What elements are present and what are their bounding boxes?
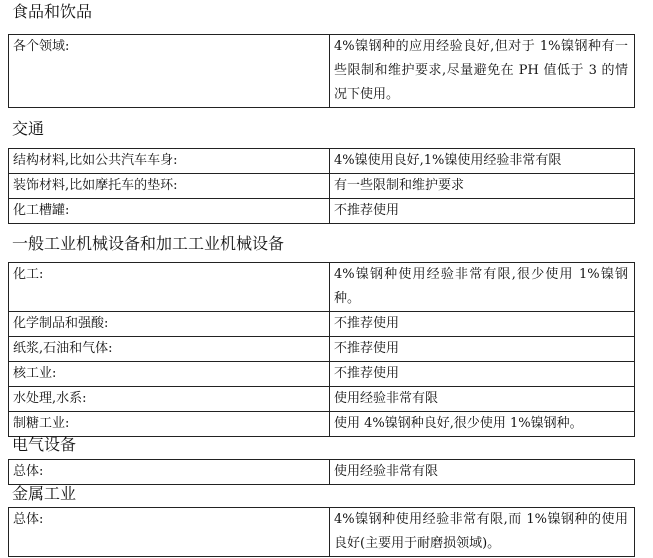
table-row <box>9 362 635 387</box>
table-row <box>9 508 635 557</box>
section-title-metal-industry: 金属工业 <box>12 484 77 503</box>
row-label: 结构材料,比如公共汽车车身: <box>9 149 330 174</box>
table-electrical <box>8 459 635 485</box>
row-value: 4%镍钢种使用经验非常有限,很少使用 1%镍钢种。 <box>330 263 635 312</box>
row-label: 总体: <box>9 460 330 485</box>
row-label: 装饰材料,比如摩托车的垫环: <box>9 174 330 199</box>
table-row <box>9 35 635 108</box>
row-value: 使用经验非常有限 <box>330 460 635 485</box>
section-title-general-machinery: 一般工业机械设备和加工工业机械设备 <box>12 234 285 253</box>
row-value: 不推荐使用 <box>330 362 635 387</box>
table-row <box>9 387 635 412</box>
row-value: 4%镍使用良好,1%镍使用经验非常有限 <box>330 149 635 174</box>
row-label: 纸浆,石油和气体: <box>9 337 330 362</box>
table-row <box>9 149 635 174</box>
row-label: 化工: <box>9 263 330 312</box>
row-value: 不推荐使用 <box>330 312 635 337</box>
table-row <box>9 337 635 362</box>
table-row <box>9 199 635 224</box>
row-value: 4%镍钢种使用经验非常有限,而 1%镍钢种的使用良好(主要用于耐磨损领域)。 <box>330 508 635 557</box>
table-row <box>9 263 635 312</box>
section-title-electrical: 电气设备 <box>12 435 77 454</box>
row-label: 各个领域: <box>9 35 330 108</box>
section-title-food-beverage: 食品和饮品 <box>12 2 93 21</box>
row-label: 制糖工业: <box>9 412 330 437</box>
row-value: 有一些限制和维护要求 <box>330 174 635 199</box>
row-value: 不推荐使用 <box>330 199 635 224</box>
table-metal-industry <box>8 507 635 557</box>
row-label: 核工业: <box>9 362 330 387</box>
table-row <box>9 460 635 485</box>
table-row <box>9 312 635 337</box>
section-title-transport: 交通 <box>12 119 45 138</box>
row-label: 总体: <box>9 508 330 557</box>
row-label: 水处理,水系: <box>9 387 330 412</box>
table-transport <box>8 148 635 224</box>
row-value: 4%镍钢种的应用经验良好,但对于 1%镍钢种有一些限制和维护要求,尽量避免在 PH 值低于 3 的情况下使用。 <box>330 35 635 108</box>
row-value: 使用经验非常有限 <box>330 387 635 412</box>
table-row <box>9 412 635 437</box>
row-label: 化工槽罐: <box>9 199 330 224</box>
row-label: 化学制品和强酸: <box>9 312 330 337</box>
table-general-machinery <box>8 262 635 437</box>
row-value: 使用 4%镍钢种良好,很少使用 1%镍钢种。 <box>330 412 635 437</box>
table-food-beverage <box>8 34 635 108</box>
table-row <box>9 174 635 199</box>
row-value: 不推荐使用 <box>330 337 635 362</box>
